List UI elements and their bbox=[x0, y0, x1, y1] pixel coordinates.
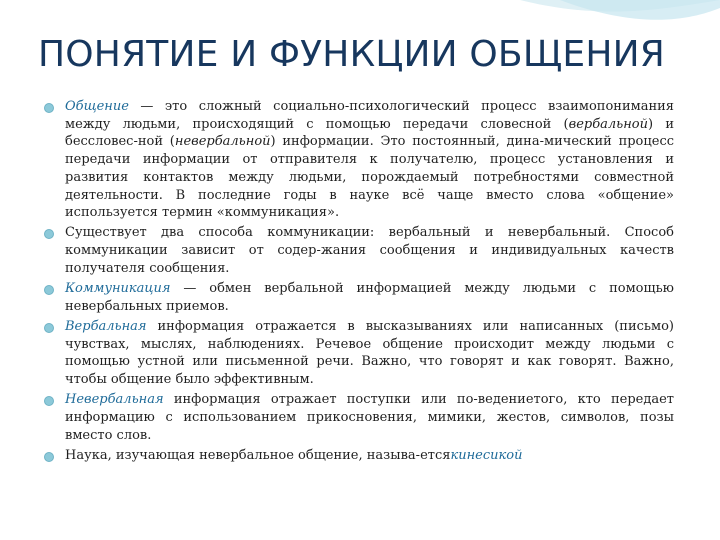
term-obshchenie: Общение bbox=[65, 99, 129, 114]
bullet-verbal bbox=[44, 318, 674, 389]
bullet-text: — это сложный социально-психологический процесс взаимопонимания между людьми, происходящий с помощью передачи словесной ( bbox=[65, 99, 674, 132]
bullet-text: информация отражает поступки или по-ведениетого, кто передает информацию с использованием прикосновения, мимики, жестов, символов, позы вместо слов. bbox=[65, 392, 674, 443]
bullet-text: ) информации. Это постоянный, дина-мический процесс передачи информации от отправителя к получателю, процесс установления и развития контактов между людьми, порождаемый потребностями совместной деятельности. В последние годы в науке всё чаще вместо слова «общение» используется термин «коммуникация». bbox=[65, 134, 674, 221]
bullet-definition bbox=[44, 98, 674, 222]
term-verbalnaya: Вербальная bbox=[65, 318, 147, 334]
bullet-text: информация отражается в высказываниях или написанных (письмо) чувствах, мыслях, наблюдениях. Речевое общение происходит между людьми с помощью устной или письменной речи. Важно, что говорят и как говорят. Важно, чтобы общение было эффективным. bbox=[65, 318, 674, 388]
slide-title: ПОНЯТИЕ И ФУНКЦИИ ОБЩЕНИЯ bbox=[38, 34, 665, 75]
bullet-communication bbox=[44, 280, 674, 315]
term-kinesika: кинесикой bbox=[450, 447, 523, 463]
bullet-icon bbox=[44, 103, 54, 113]
bullet-icon bbox=[44, 396, 54, 406]
bullet-icon bbox=[44, 452, 54, 462]
bullet-icon bbox=[44, 229, 54, 239]
bullet-text: Наука, изучающая невербальное общение, называ-ется bbox=[65, 447, 451, 463]
term-kommunikatsiya: Коммуникация bbox=[65, 281, 171, 297]
bullet-kinesics bbox=[44, 447, 674, 465]
bullet-text: Существует два способа коммуникации: вербальный и невербальный. Способ коммуникации зависит от содер-жания сообщения и индивидуальных качеств получателя сообщения. bbox=[65, 225, 674, 276]
term-neverbalnaya: Невербальная bbox=[65, 392, 164, 408]
bullet-text: ) и бессловес-ной ( bbox=[65, 116, 674, 150]
bullet-icon bbox=[44, 323, 54, 333]
bullet-two-ways bbox=[44, 224, 674, 277]
term-verbalnoy: вербальной bbox=[568, 116, 649, 132]
bullet-text: — обмен вербальной информацией между людьми с помощью невербальных приемов. bbox=[65, 281, 674, 314]
term-neverbalnoy: невербальной bbox=[174, 134, 271, 150]
bullet-list bbox=[44, 98, 674, 467]
bullet-nonverbal bbox=[44, 391, 674, 444]
bullet-icon bbox=[44, 285, 54, 295]
